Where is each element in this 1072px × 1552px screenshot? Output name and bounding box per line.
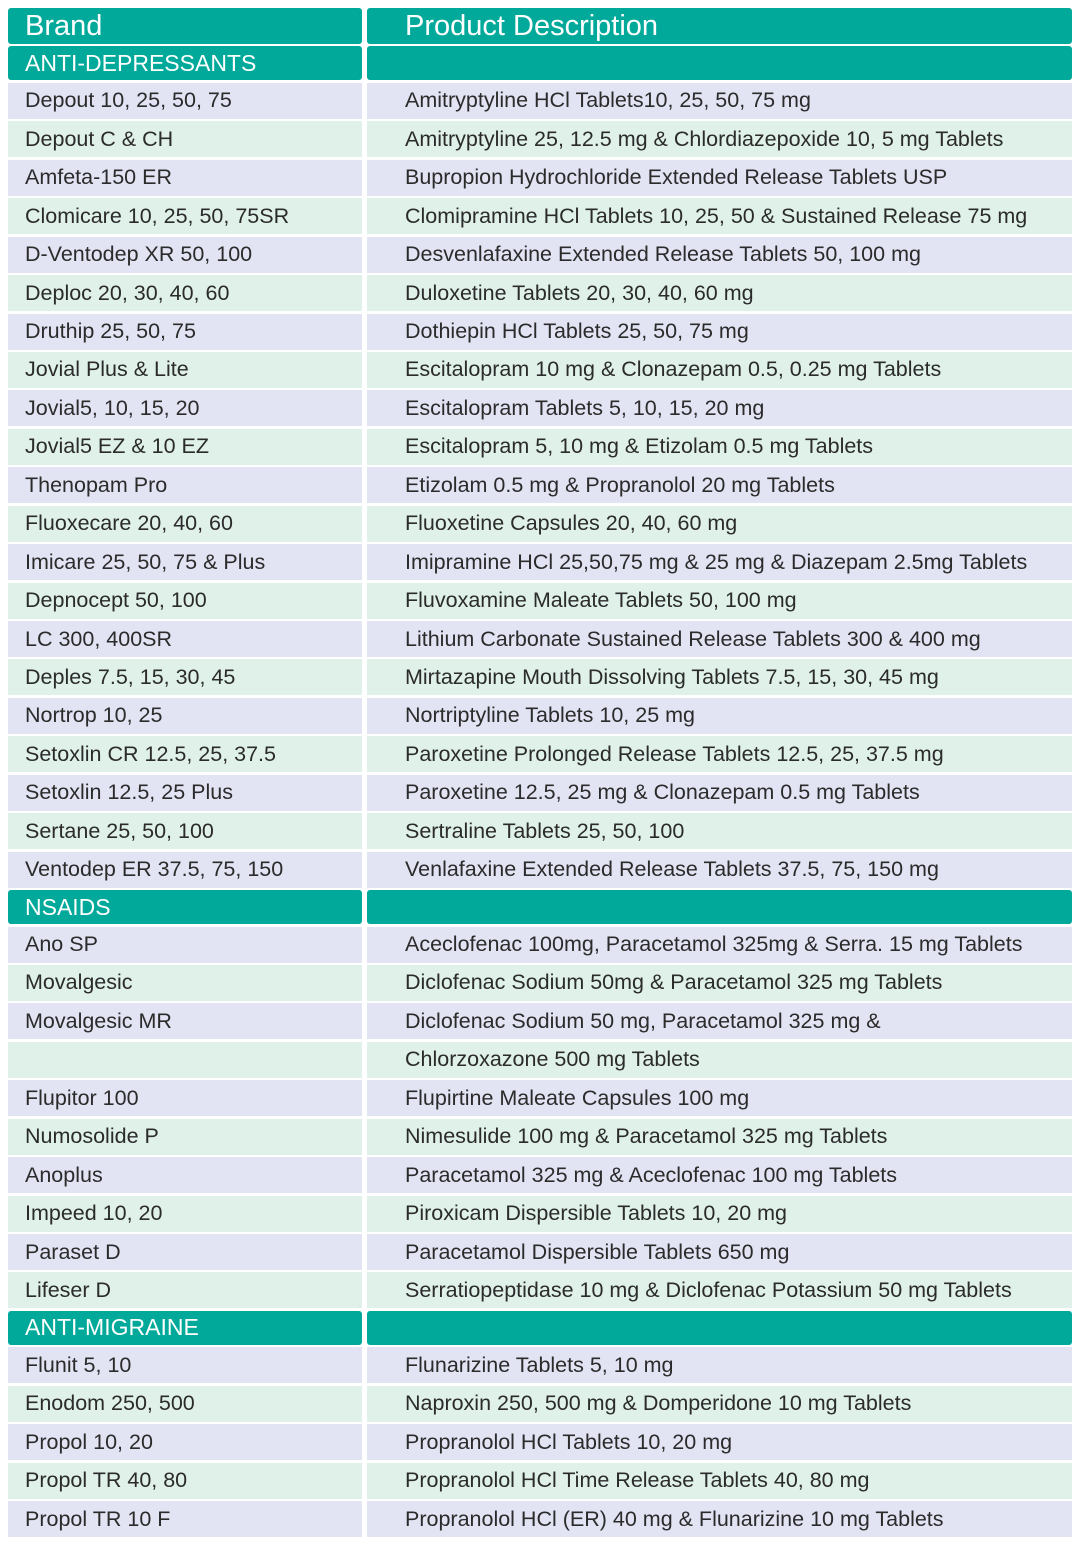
brand-cell: Jovial5 EZ & 10 EZ <box>8 429 362 465</box>
description-cell: Escitalopram 5, 10 mg & Etizolam 0.5 mg Tablets <box>367 429 1072 465</box>
table-row <box>8 1119 1072 1155</box>
table-row <box>8 237 1072 273</box>
brand-cell: Jovial5, 10, 15, 20 <box>8 390 362 426</box>
brand-cell: LC 300, 400SR <box>8 621 362 657</box>
table-row <box>8 659 1072 695</box>
description-cell: Chlorzoxazone 500 mg Tablets <box>367 1042 1072 1078</box>
brand-cell: Deples 7.5, 15, 30, 45 <box>8 659 362 695</box>
brand-cell: Setoxlin 12.5, 25 Plus <box>8 775 362 811</box>
brand-cell: Clomicare 10, 25, 50, 75SR <box>8 198 362 234</box>
description-column-header: Product Description <box>367 8 1072 44</box>
table-row <box>8 544 1072 580</box>
brand-cell: Ventodep ER 37.5, 75, 150 <box>8 852 362 888</box>
table-header <box>8 8 1072 44</box>
product-table <box>8 8 1072 1540</box>
table-row <box>8 121 1072 157</box>
brand-cell: Lifeser D <box>8 1272 362 1308</box>
description-cell: Amitryptyline 25, 12.5 mg & Chlordiazepoxide 10, 5 mg Tablets <box>367 121 1072 157</box>
description-cell: Fluoxetine Capsules 20, 40, 60 mg <box>367 506 1072 542</box>
brand-cell: Thenopam Pro <box>8 467 362 503</box>
description-cell: Flupirtine Maleate Capsules 100 mg <box>367 1080 1072 1116</box>
table-row <box>8 83 1072 119</box>
brand-cell: Impeed 10, 20 <box>8 1196 362 1232</box>
brand-cell: Deploc 20, 30, 40, 60 <box>8 275 362 311</box>
table-row <box>8 1463 1072 1499</box>
table-row <box>8 1080 1072 1116</box>
table-row <box>8 314 1072 350</box>
description-cell: Etizolam 0.5 mg & Propranolol 20 mg Tablets <box>367 467 1072 503</box>
table-row <box>8 583 1072 619</box>
description-cell: Propranolol HCl Tablets 10, 20 mg <box>367 1424 1072 1460</box>
brand-cell: Imicare 25, 50, 75 & Plus <box>8 544 362 580</box>
table-row <box>8 1003 1072 1039</box>
table-row <box>8 1501 1072 1537</box>
description-cell: Aceclofenac 100mg, Paracetamol 325mg & Serra. 15 mg Tablets <box>367 927 1072 963</box>
brand-column-header: Brand <box>8 8 362 44</box>
description-cell: Escitalopram 10 mg & Clonazepam 0.5, 0.25 mg Tablets <box>367 352 1072 388</box>
brand-cell: Propol TR 10 F <box>8 1501 362 1537</box>
brand-cell: Setoxlin CR 12.5, 25, 37.5 <box>8 736 362 772</box>
brand-cell: Enodom 250, 500 <box>8 1386 362 1422</box>
category-header-spacer <box>367 1311 1072 1345</box>
description-cell: Sertraline Tablets 25, 50, 100 <box>367 813 1072 849</box>
table-row <box>8 506 1072 542</box>
description-cell: Serratiopeptidase 10 mg & Diclofenac Potassium 50 mg Tablets <box>367 1272 1072 1308</box>
description-cell: Venlafaxine Extended Release Tablets 37.5, 75, 150 mg <box>367 852 1072 888</box>
table-row <box>8 198 1072 234</box>
table-row <box>8 1042 1072 1078</box>
table-row <box>8 1347 1072 1383</box>
table-row <box>8 390 1072 426</box>
brand-cell: Flupitor 100 <box>8 1080 362 1116</box>
description-cell: Flunarizine Tablets 5, 10 mg <box>367 1347 1072 1383</box>
description-cell: Paracetamol Dispersible Tablets 650 mg <box>367 1234 1072 1270</box>
description-cell: Fluvoxamine Maleate Tablets 50, 100 mg <box>367 583 1072 619</box>
description-cell: Paroxetine 12.5, 25 mg & Clonazepam 0.5 mg Tablets <box>367 775 1072 811</box>
description-cell: Duloxetine Tablets 20, 30, 40, 60 mg <box>367 275 1072 311</box>
description-cell: Dothiepin HCl Tablets 25, 50, 75 mg <box>367 314 1072 350</box>
table-row <box>8 621 1072 657</box>
brand-cell: Sertane 25, 50, 100 <box>8 813 362 849</box>
description-cell: Paracetamol 325 mg & Aceclofenac 100 mg Tablets <box>367 1157 1072 1193</box>
description-cell: Imipramine HCl 25,50,75 mg & 25 mg & Diazepam 2.5mg Tablets <box>367 544 1072 580</box>
description-cell: Amitryptyline HCl Tablets10, 25, 50, 75 mg <box>367 83 1072 119</box>
category-title: ANTI-MIGRAINE <box>8 1311 362 1345</box>
description-cell: Propranolol HCl Time Release Tablets 40, 80 mg <box>367 1463 1072 1499</box>
brand-cell: Druthip 25, 50, 75 <box>8 314 362 350</box>
brand-cell: Paraset D <box>8 1234 362 1270</box>
table-row <box>8 1157 1072 1193</box>
category-header-spacer <box>367 890 1072 924</box>
table-row <box>8 927 1072 963</box>
table-row <box>8 160 1072 196</box>
description-cell: Diclofenac Sodium 50mg & Paracetamol 325 mg Tablets <box>367 965 1072 1001</box>
table-row <box>8 1386 1072 1422</box>
category-title: NSAIDS <box>8 890 362 924</box>
table-row <box>8 965 1072 1001</box>
table-row <box>8 429 1072 465</box>
description-cell: Diclofenac Sodium 50 mg, Paracetamol 325 mg & <box>367 1003 1072 1039</box>
brand-cell: Depout 10, 25, 50, 75 <box>8 83 362 119</box>
table-row <box>8 1196 1072 1232</box>
brand-cell: Movalgesic MR <box>8 1003 362 1039</box>
category-header-row <box>8 46 1072 80</box>
category-title: ANTI-DEPRESSANTS <box>8 46 362 80</box>
table-row <box>8 698 1072 734</box>
description-cell: Nortriptyline Tablets 10, 25 mg <box>367 698 1072 734</box>
brand-cell: Amfeta-150 ER <box>8 160 362 196</box>
brand-cell: Nortrop 10, 25 <box>8 698 362 734</box>
description-cell: Nimesulide 100 mg & Paracetamol 325 mg Tablets <box>367 1119 1072 1155</box>
description-cell: Paroxetine Prolonged Release Tablets 12.5, 25, 37.5 mg <box>367 736 1072 772</box>
brand-cell: Ano SP <box>8 927 362 963</box>
brand-cell: Depout C & CH <box>8 121 362 157</box>
table-row <box>8 775 1072 811</box>
description-cell: Mirtazapine Mouth Dissolving Tablets 7.5, 15, 30, 45 mg <box>367 659 1072 695</box>
category-header-row <box>8 1311 1072 1345</box>
table-row <box>8 352 1072 388</box>
brand-cell: Depnocept 50, 100 <box>8 583 362 619</box>
description-cell: Bupropion Hydrochloride Extended Release Tablets USP <box>367 160 1072 196</box>
category-header-spacer <box>367 46 1072 80</box>
description-cell: Clomipramine HCl Tablets 10, 25, 50 & Sustained Release 75 mg <box>367 198 1072 234</box>
description-cell: Desvenlafaxine Extended Release Tablets 50, 100 mg <box>367 237 1072 273</box>
brand-cell: Flunit 5, 10 <box>8 1347 362 1383</box>
description-cell: Lithium Carbonate Sustained Release Tablets 300 & 400 mg <box>367 621 1072 657</box>
table-row <box>8 1424 1072 1460</box>
table-row <box>8 275 1072 311</box>
table-row <box>8 813 1072 849</box>
table-row <box>8 736 1072 772</box>
brand-cell: Propol 10, 20 <box>8 1424 362 1460</box>
brand-cell: Numosolide P <box>8 1119 362 1155</box>
brand-cell: Anoplus <box>8 1157 362 1193</box>
brand-cell: Propol TR 40, 80 <box>8 1463 362 1499</box>
brand-cell: Fluoxecare 20, 40, 60 <box>8 506 362 542</box>
brand-cell: Movalgesic <box>8 965 362 1001</box>
description-cell: Piroxicam Dispersible Tablets 10, 20 mg <box>367 1196 1072 1232</box>
brand-cell: Jovial Plus & Lite <box>8 352 362 388</box>
brand-cell: D-Ventodep XR 50, 100 <box>8 237 362 273</box>
table-row <box>8 852 1072 888</box>
description-cell: Escitalopram Tablets 5, 10, 15, 20 mg <box>367 390 1072 426</box>
table-row <box>8 1272 1072 1308</box>
category-header-row <box>8 890 1072 924</box>
table-row <box>8 1234 1072 1270</box>
table-row <box>8 467 1072 503</box>
description-cell: Propranolol HCl (ER) 40 mg & Flunarizine 10 mg Tablets <box>367 1501 1072 1537</box>
table-body <box>8 46 1072 1537</box>
brand-cell <box>8 1042 362 1078</box>
description-cell: Naproxin 250, 500 mg & Domperidone 10 mg Tablets <box>367 1386 1072 1422</box>
